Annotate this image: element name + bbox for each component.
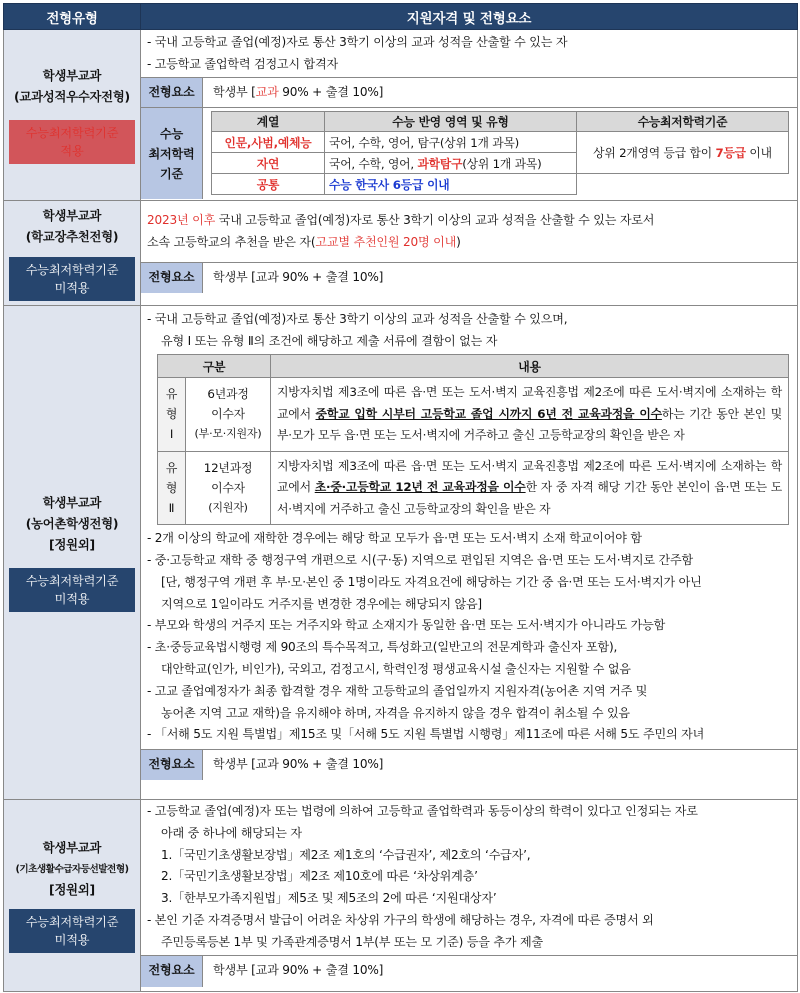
section-grade-excellence: [4, 30, 798, 201]
eligibility-line: 2023년 이후 국내 고등학교 졸업(예정)자로 통산 3학기 이상의 교과 성적을 산출할 수 있는 자로서: [147, 213, 655, 227]
table-row: 유 형 Ⅰ 6년과정 이수자 (부·모·지원자) 지방자치법 제3조에 따른 읍·면 또는 도서·벽지 교육진흥법 제2조에 따른 도서·벽지에 소재하는 학교에서 중학교 입학 시부터 고등학교 졸업 시까지 6년 전 교육과정을 이수하는 기간 동안 본인 및 부·모가 모두 읍·면 또는 도서·벽지에 거주하고 출신 고등학교장의 확인을 받은 자: [158, 378, 789, 452]
note-line: - 부모와 학생의 거주지 또는 거주지와 학교 소재지가 동일한 읍·면 또는 도서·벽지가 아니라도 가능함: [147, 618, 666, 633]
note-line: - 고교 졸업예정자가 최종 합격할 경우 재학 고등학교의 졸업일까지 지원자격(농어촌 지역 거주 및: [147, 683, 648, 698]
section-principal-recommendation: [4, 201, 798, 306]
section-1-label: [4, 30, 141, 201]
note-line: - 초·중등교육법시행령 제 90조의 특수목적고, 특성화고(일반고의 전문계학과 출신자 포함),: [147, 640, 618, 655]
type-header-content: 내용: [271, 355, 789, 378]
rural-type-table: [157, 354, 789, 525]
section-3-label: 학생부교과 (농어촌학생전형) [정원외] 수능최저학력기준 미적용: [4, 306, 141, 800]
eligibility-line: 소속 고등학교의 추천을 받은 자(고교별 추천인원 20명 이내): [147, 235, 461, 249]
section-2-content: [141, 201, 798, 306]
section-1-content: [141, 30, 798, 201]
note-line: 농어촌 지역 고교 재학)을 유지해야 하며, 자격을 유지하지 않을 경우 합격이 취소될 수 있음: [161, 705, 630, 720]
elements-label: 전형요소: [141, 78, 203, 107]
section-3-min-badge: 수능최저학력기준 미적용: [9, 568, 135, 612]
section-4-content: - 고등학교 졸업(예정)자 또는 법령에 의하여 고등학교 졸업학력과 동등이상의 학력이 있다고 인정되는 자로 아래 중 하나에 해당되는 자 1.「국민기초생활보장법」제2조 제1호의 ‘수급권자’, 제2호의 ‘수급자’, 2.「국민기초생활보장법」제2조 제10호에 따른 ‘차상위계층’ 3.「한부모가족지원법」제5조 및 제5조의 2에 따른 ‘지원대상자’ - 본인 기준 자격증명서 발급이 어려운 차상위 가구의 학생에 해당하는 경우, 자격에 따른 증명서 외 주민등록등본 1부 및 가족관계증명서 1부(부 또는 모 기준) 등을 추가 제출 전형요소 학생부 [교과 90% + 출결 10%]: [141, 800, 798, 992]
note-line: - 2개 이상의 학교에 재학한 경우에는 해당 학교 모두가 읍·면 또는 도서·벽지 소재 학교이어야 함: [147, 531, 642, 546]
type-header-category: 구분: [158, 355, 271, 378]
table-row: 유 형 Ⅱ 12년과정 이수자 (지원자) 지방자치법 제3조에 따른 읍·면 또는 도서·벽지 교육진흥법 제2조에 따른 도서·벽지에 소재하는 학교에서 초·중·고등학교 12년 전 교육과정을 이수한 자 중 자격 해당 기간 동안 본인이 읍·면 또는 도서·벽지에 거주하고 출신 고등학교장의 확인을 받은 자: [158, 451, 789, 525]
section-4-label: 학생부교과 (기초생활수급자등선발전형) [정원외] 수능최저학력기준 미적용: [4, 800, 141, 992]
section-2-label: 학생부교과 (학교장추천전형) 수능최저학력기준 미적용: [4, 201, 141, 306]
table-row: 인문,사범,예체능 국어, 수학, 영어, 탐구(상위 1개 과목) 상위 2개영역 등급 합이 7등급 이내: [212, 132, 789, 153]
min-header-standard: 수능최저학력기준: [577, 112, 789, 132]
section-3-elements: 전형요소 학생부 [교과 90% + 출결 10%]: [141, 749, 797, 780]
section-1-name: 학생부교과: [42, 69, 102, 83]
section-1-min-badge: 수능최저학력기준 적용: [9, 120, 135, 164]
min-standard-value: 상위 2개영역 등급 합이 7등급 이내: [577, 132, 789, 174]
section-1-subname: (교과성적우수자전형): [14, 90, 130, 104]
table-row: 공통 수능 한국사 6등급 이내: [212, 174, 789, 195]
note-line: [단, 행정구역 개편 후 부·모·본인 중 1명이라도 자격요건에 해당하는 기간 중 읍·면 또는 도서·벽지가 아닌: [161, 574, 702, 589]
section-4-elements: 전형요소 학생부 [교과 90% + 출결 10%]: [141, 955, 797, 987]
section-rural-students: [4, 306, 798, 800]
table-header: [4, 4, 798, 30]
admission-table: [3, 3, 798, 992]
min-header-areas: 수능 반영 영역 및 유형: [325, 112, 577, 132]
note-line: - 「서해 5도 지원 특별법」제15조 및「서해 5도 지원 특별법 시행령」제11조에 따른 서해 5도 주민의 자녀: [147, 727, 705, 742]
table-row: 자연 국어, 수학, 영어, 과학탐구(상위 1개 과목): [212, 153, 789, 174]
note-line: 대안학교(인가, 비인가), 국외고, 검정고시, 학력인정 평생교육시설 출신자는 지원할 수 없음: [161, 661, 631, 676]
section-basic-livelihood: [4, 800, 798, 992]
section-4-min-badge: 수능최저학력기준 미적용: [9, 909, 135, 953]
min-standard-label: 수능 최저학력 기준: [141, 108, 203, 199]
header-requirements: 지원자격 및 전형요소: [141, 4, 798, 30]
eligibility-line: - 국내 고등학교 졸업(예정)자로 통산 3학기 이상의 교과 성적을 산출할 수 있는 자: [147, 35, 568, 49]
section-3-content: - 국내 고등학교 졸업(예정)자로 통산 3학기 이상의 교과 성적을 산출할 수 있으며, 유형 Ⅰ 또는 유형 Ⅱ의 조건에 해당하고 제출 서류에 결함이 없는 자 구분 내용 유 형 Ⅰ 6년과정 이수자 (부·모·지원자) 지방자치법 제3조에 따른 읍·면 또는 도서·벽지 교육진흥법 제2조에 따른 도서·벽지에 소재하는 학교에서 중학교 입학 시부터 고등학교 졸업 시까지 6년 전 교육과정을 이수하는 기간 동안 본인 및 부·모가 모두 읍·면 또는 도서·벽지에 거주하고 출신 고등학교장의 확인을 받은 자 유 형 Ⅱ 12년과정 이수자 (지원자) 지방자치법 제3조에 따른 읍·면 또는 도서·벽지 교육진흥법 제2조에 따른 도서·벽지에 소재하는 학교에서 초·중·고등학교 12년 전 교육과정을 이수한 자 중 자격 해당 기간 동안 본인이 읍·면 또는 도서·벽지에 거주하고 출신 고등학교장의 확인을 받은 자 - 2개 이상의 학교에 재학한 경우에는 해당 학교 모두가 읍·면 또는 도서·벽지 소재 학교이어야 함 - 중·고등학교 재학 중 행정구역 개편으로 시(구·동) 지역으로 편입된 지역은 읍·면 또는 도서·벽지로 간주함 [단, 행정구역 개편 후 부·모·본인 중 1명이라도 자격요건에 해당하는 기간 중 읍·면 또는 도서·벽지가 아닌 지역으로 1일이라도 거주지를 변경한 경우에는 해당되지 않음] - 부모와 학생의 거주지 또는 거주지와 학교 소재지가 동일한 읍·면 또는 도서·벽지가 아니라도 가능함 - 초·중등교육법시행령 제 90조의 특수목적고, 특성화고(일반고의 전문계학과 출신자 포함), 대안학교(인가, 비인가), 국외고, 검정고시, 학력인정 평생교육시설 출신자는 지원할 수 없음 - 고교 졸업예정자가 최종 합격할 경우 재학 고등학교의 졸업일까지 지원자격(농어촌 지역 거주 및 농어촌 지역 고교 재학)을 유지해야 하며, 자격을 유지하지 않을 경우 합격이 취소될 수 있음 - 「서해 5도 지원 특별법」제15조 및「서해 5도 지원 특별법 시행령」제11조에 따른 서해 5도 주민의 자녀 전형요소 학생부 [교과 90% + 출결 10%]: [141, 306, 798, 800]
section-1-elements: [141, 77, 797, 107]
min-header-group: 계열: [212, 112, 325, 132]
note-line: - 중·고등학교 재학 중 행정구역 개편으로 시(구·동) 지역으로 편입된 지역은 읍·면 또는 도서·벽지로 간주함: [147, 552, 693, 567]
elements-value: 학생부 [교과 90% + 출결 10%]: [213, 85, 384, 100]
header-type: 전형유형: [4, 4, 141, 30]
section-2-min-badge: 수능최저학력기준 미적용: [9, 257, 135, 301]
min-standard-table: [211, 111, 789, 195]
note-line: 지역으로 1일이라도 거주지를 변경한 경우에는 해당되지 않음]: [161, 596, 482, 611]
eligibility-line: - 고등학교 졸업학력 검정고시 합격자: [147, 56, 338, 71]
section-1-min-standard: [141, 107, 797, 199]
section-2-elements: 전형요소 학생부 [교과 90% + 출결 10%]: [141, 262, 797, 293]
